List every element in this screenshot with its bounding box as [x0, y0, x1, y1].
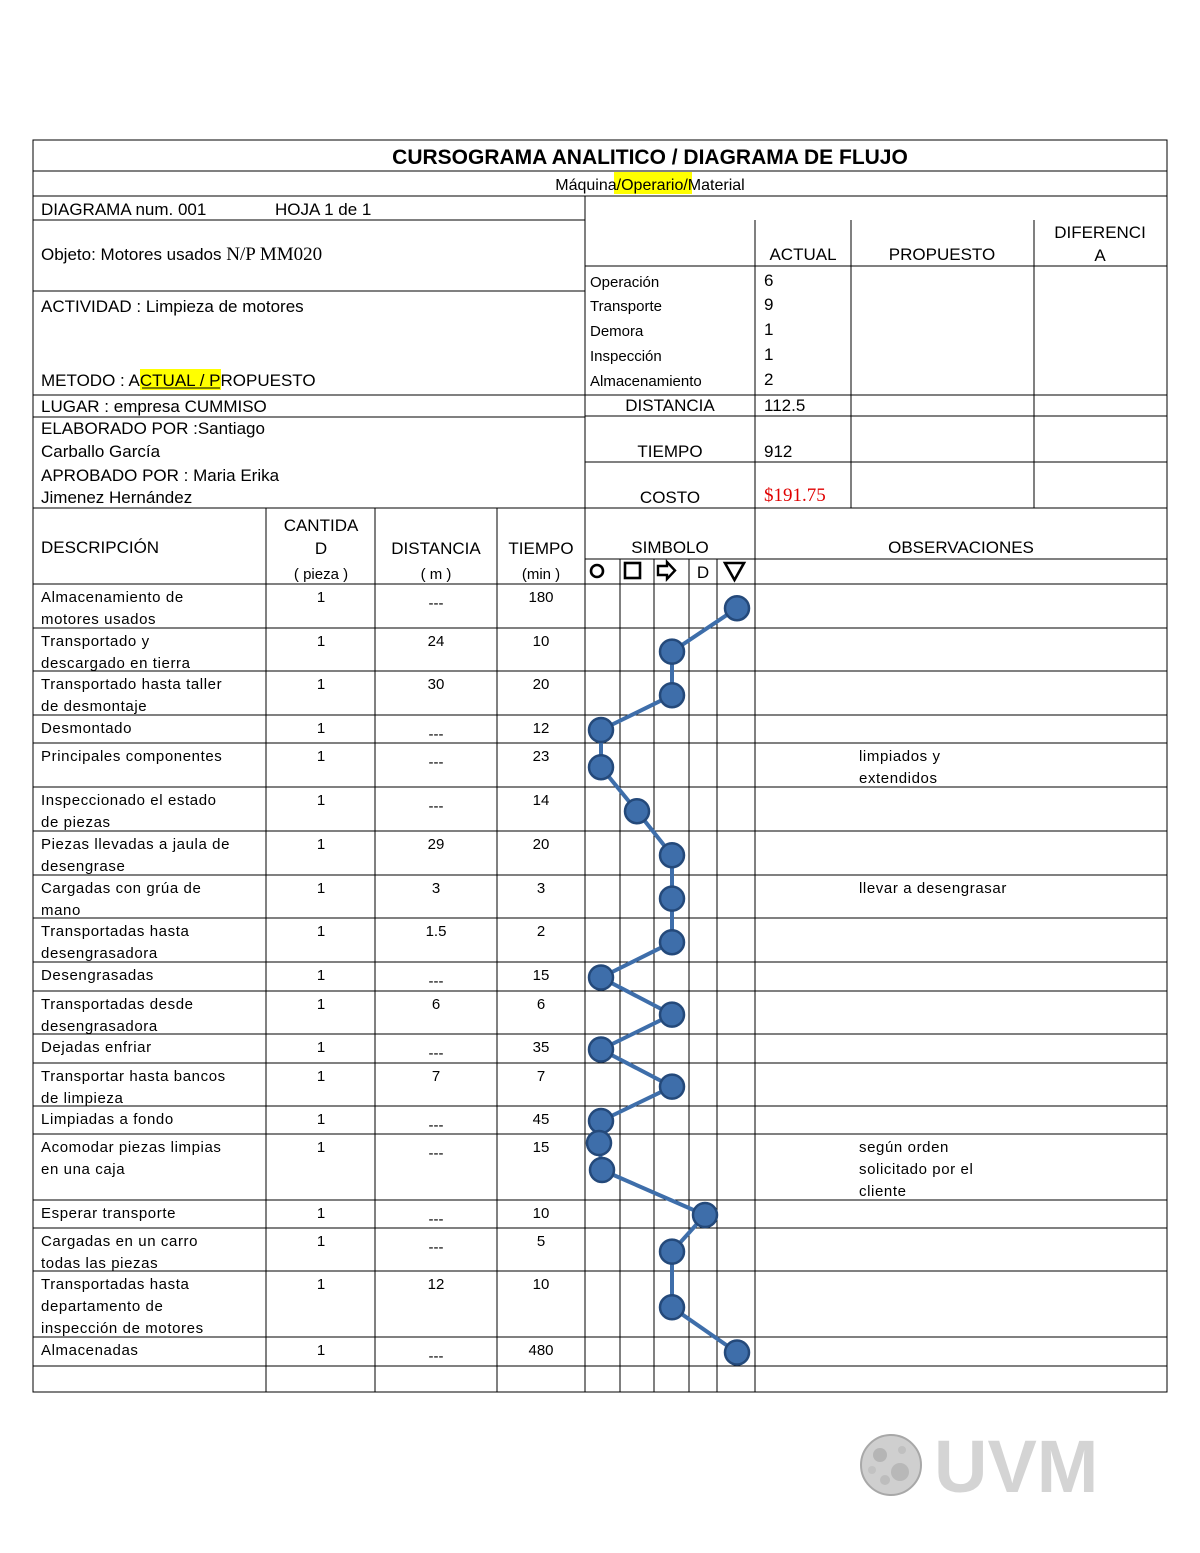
row-description: Transportar hasta bancos: [41, 1068, 226, 1085]
col-distancia-2: ( m ): [420, 566, 452, 583]
table-row: [41, 589, 554, 628]
subtitle-maquina: Máquina/: [555, 177, 622, 194]
row-distancia: 3: [431, 880, 441, 897]
row-observacion: según orden: [859, 1139, 950, 1156]
metodo-label: [41, 369, 316, 390]
row-cantidad: 1: [316, 1276, 326, 1293]
row-tiempo: 7: [536, 1068, 546, 1085]
row-description: departamento de: [41, 1298, 164, 1315]
row-distancia: ---: [428, 1348, 444, 1365]
diagram-number: DIAGRAMA num. 001: [41, 200, 207, 219]
row-distancia: ---: [428, 754, 444, 771]
row-description: Transportado y: [41, 633, 150, 650]
flow-step-marker: [625, 799, 649, 823]
row-distancia: ---: [428, 595, 444, 612]
row-description: Transportadas hasta: [41, 1276, 190, 1293]
summary-activity-label: Almacenamiento: [590, 373, 702, 390]
row-cantidad: 1: [316, 633, 326, 650]
row-distancia: 7: [431, 1068, 441, 1085]
objeto-code: N/P MM020: [226, 244, 323, 265]
aprobado-line-2: Jimenez Hernández: [41, 488, 193, 507]
row-cantidad: 1: [316, 589, 326, 606]
table-row: [41, 720, 549, 743]
row-cantidad: 1: [316, 676, 326, 693]
distancia-value: 112.5: [764, 396, 806, 415]
row-distancia: ---: [428, 1211, 444, 1228]
row-description: Esperar transporte: [41, 1205, 177, 1222]
flow-step-marker: [589, 1109, 613, 1133]
row-observacion: limpiados y: [859, 748, 941, 765]
col-cantidad-2: D: [314, 539, 328, 558]
col-cantidad-1: CANTIDA: [283, 516, 359, 535]
row-cantidad: 1: [316, 1342, 326, 1359]
row-tiempo: 10: [532, 1276, 550, 1293]
row-tiempo: 15: [532, 1139, 550, 1156]
row-description: Transportado hasta taller: [41, 676, 223, 693]
table-row: [41, 748, 941, 787]
flow-step-marker: [660, 1295, 684, 1319]
costo-label: COSTO: [639, 488, 701, 507]
row-tiempo: 15: [532, 967, 550, 984]
table-row: [41, 792, 549, 831]
summary-activity-label: Transporte: [590, 298, 662, 315]
row-description: Acomodar piezas limpias: [41, 1139, 222, 1156]
subtitle-material: /Material: [683, 177, 745, 194]
row-description: Inspeccionado el estado: [41, 792, 217, 809]
moon-icon: [861, 1435, 921, 1495]
row-cantidad: 1: [316, 880, 326, 897]
row-tiempo: 20: [532, 836, 550, 853]
flow-step-marker: [660, 1240, 684, 1264]
row-observacion: llevar a desengrasar: [859, 880, 1007, 897]
costo-value: $191.75: [764, 485, 826, 506]
col-simbolo: SIMBOLO: [631, 538, 709, 557]
flow-step-marker: [587, 1131, 611, 1155]
row-distancia: 12: [427, 1276, 445, 1293]
row-description: de piezas: [41, 814, 111, 831]
table-row: [41, 836, 549, 875]
row-distancia: 30: [427, 676, 445, 693]
summary-activity-label: Demora: [590, 323, 644, 340]
inspection-icon: [625, 563, 640, 578]
col-cantidad-3: ( pieza ): [293, 566, 349, 583]
actividad-label: ACTIVIDAD : Limpieza de motores: [41, 297, 304, 316]
col-observaciones: OBSERVACIONES: [888, 538, 1034, 557]
row-description: Desengrasadas: [41, 967, 154, 984]
row-description: desengrase: [41, 858, 126, 875]
row-tiempo: 180: [528, 589, 554, 606]
flow-step-marker: [589, 755, 613, 779]
row-description: todas las piezas: [41, 1255, 159, 1272]
distancia-label: DISTANCIA: [625, 396, 715, 415]
row-description: Cargadas en un carro: [41, 1233, 199, 1250]
summary-col-propuesto: PROPUESTO: [888, 245, 996, 264]
table-row: [41, 676, 549, 715]
body-grid: [33, 508, 1167, 1392]
summary-col-diferencia-1: DIFERENCI: [1054, 223, 1146, 242]
logo-text: UVM: [934, 1425, 1099, 1508]
row-tiempo: 35: [532, 1039, 550, 1056]
row-cantidad: 1: [316, 792, 326, 809]
row-tiempo: 5: [536, 1233, 546, 1250]
summary-col-actual: ACTUAL: [769, 245, 837, 264]
flow-step-marker: [725, 596, 749, 620]
row-description: Piezas llevadas a jaula de: [41, 836, 231, 853]
row-distancia: 29: [427, 836, 445, 853]
row-tiempo: 2: [536, 923, 546, 940]
row-description: Transportadas hasta: [41, 923, 190, 940]
tiempo-label: TIEMPO: [637, 442, 703, 461]
metodo-selected: ACTUAL: [128, 371, 195, 390]
svg-text:Máquina/Operario/Material: [555, 177, 744, 194]
row-cantidad: 1: [316, 996, 326, 1013]
flow-step-marker: [725, 1341, 749, 1365]
summary-col-diferencia-2: A: [1094, 246, 1106, 265]
row-cantidad: 1: [316, 1111, 326, 1128]
lugar-label: LUGAR : empresa CUMMISO: [41, 397, 267, 416]
row-cantidad: 1: [316, 1233, 326, 1250]
row-description: Limpiadas a fondo: [41, 1111, 174, 1128]
storage-icon: [725, 563, 744, 580]
summary-activity-actual: 1: [764, 345, 774, 364]
row-description: Desmontado: [41, 720, 133, 737]
flow-step-marker: [660, 1075, 684, 1099]
flow-step-marker: [590, 1158, 614, 1182]
summary-activity-actual: 1: [764, 320, 774, 339]
table-row: [41, 1205, 549, 1228]
flow-step-marker: [660, 887, 684, 911]
row-description: descargado en tierra: [41, 655, 191, 672]
row-cantidad: 1: [316, 1039, 326, 1056]
row-tiempo: 10: [532, 1205, 550, 1222]
table-row: [41, 967, 549, 990]
row-distancia: ---: [428, 726, 444, 743]
col-tiempo-1: TIEMPO: [508, 539, 574, 558]
table-row: [41, 1342, 554, 1365]
row-distancia: ---: [428, 973, 444, 990]
row-description: en una caja: [41, 1161, 126, 1178]
chart-title: CURSOGRAMA ANALITICO / DIAGRAMA DE FLUJO: [392, 146, 908, 169]
table-row: [41, 1068, 545, 1107]
elaborado-line-1: ELABORADO POR :Santiago: [41, 419, 265, 438]
summary-activity-actual: 2: [764, 370, 774, 389]
svg-text:D: D: [696, 563, 710, 582]
row-tiempo: 3: [536, 880, 546, 897]
row-tiempo: 480: [528, 1342, 554, 1359]
chart-subtitle: [555, 172, 744, 194]
row-distancia: ---: [428, 1145, 444, 1162]
table-row: [41, 923, 545, 962]
svg-text:METODO : ACTUAL / PROPUESTO: METODO : ACTUAL / PROPUESTO: [41, 371, 316, 390]
flow-step-marker: [660, 683, 684, 707]
operation-icon: [591, 565, 603, 577]
tiempo-value: 912: [764, 442, 793, 461]
col-descripcion: DESCRIPCIÓN: [41, 538, 160, 557]
table-row: [41, 1233, 545, 1272]
row-description: inspección de motores: [41, 1320, 204, 1337]
row-observacion: cliente: [859, 1183, 907, 1200]
row-description: de limpieza: [41, 1090, 124, 1107]
row-cantidad: 1: [316, 1205, 326, 1222]
elaborado-line-2: Carballo García: [41, 442, 161, 461]
col-distancia-1: DISTANCIA: [391, 539, 481, 558]
flow-path: [587, 596, 749, 1364]
summary-activity-label: Operación: [590, 274, 660, 291]
row-observacion: extendidos: [859, 770, 938, 787]
row-tiempo: 14: [532, 792, 550, 809]
row-description: desengrasadora: [41, 945, 158, 962]
row-tiempo: 12: [532, 720, 550, 737]
row-cantidad: 1: [316, 1068, 326, 1085]
row-cantidad: 1: [316, 836, 326, 853]
process-rows: [41, 589, 1007, 1365]
row-description: Dejadas enfriar: [41, 1039, 152, 1056]
row-distancia: ---: [428, 1239, 444, 1256]
subtitle-operario: Operario: [621, 177, 684, 194]
row-description: Cargadas con grúa de: [41, 880, 202, 897]
flow-step-marker: [660, 1003, 684, 1027]
row-cantidad: 1: [316, 923, 326, 940]
transport-icon: [658, 562, 675, 579]
summary-activity-label: Inspección: [590, 348, 662, 365]
row-tiempo: 45: [532, 1111, 550, 1128]
row-cantidad: 1: [316, 1139, 326, 1156]
table-row: [41, 1111, 549, 1134]
symbol-header: [591, 562, 744, 582]
row-distancia: ---: [428, 798, 444, 815]
row-description: Principales componentes: [41, 748, 223, 765]
flow-step-marker: [660, 640, 684, 664]
delay-icon: [697, 563, 709, 582]
row-cantidad: 1: [316, 967, 326, 984]
row-tiempo: 23: [532, 748, 550, 765]
row-distancia: ---: [428, 1117, 444, 1134]
objeto-label: Objeto: Motores usados N/P MM020: [41, 244, 323, 265]
row-distancia: ---: [428, 1045, 444, 1062]
hoja-label: HOJA 1 de 1: [275, 200, 372, 219]
table-row: [41, 1139, 973, 1200]
flow-step-marker: [589, 718, 613, 742]
flow-step-marker: [693, 1203, 717, 1227]
table-row: [41, 633, 549, 672]
flow-step-marker: [589, 966, 613, 990]
table-row: [41, 1039, 549, 1062]
row-observacion: solicitado por el: [859, 1161, 974, 1178]
flow-step-marker: [660, 843, 684, 867]
table-row: [41, 880, 1007, 919]
row-description: Transportadas desde: [41, 996, 194, 1013]
row-description: Almacenamiento de: [41, 589, 184, 606]
summary-activity-actual: 6: [764, 271, 774, 290]
row-description: de desmontaje: [41, 698, 148, 715]
row-tiempo: 6: [536, 996, 546, 1013]
flow-step-marker: [589, 1038, 613, 1062]
row-description: Almacenadas: [41, 1342, 139, 1359]
uvm-logo: [861, 1425, 1098, 1508]
row-tiempo: 20: [532, 676, 550, 693]
row-cantidad: 1: [316, 748, 326, 765]
flow-step-marker: [660, 930, 684, 954]
row-description: motores usados: [41, 611, 157, 628]
row-tiempo: 10: [532, 633, 550, 650]
summary-activities: [590, 271, 773, 390]
row-distancia: 6: [431, 996, 441, 1013]
summary-activity-actual: 9: [764, 295, 774, 314]
aprobado-line-1: APROBADO POR : Maria Erika: [41, 466, 280, 485]
col-tiempo-2: (min ): [521, 566, 561, 583]
row-description: mano: [41, 902, 81, 919]
table-row: [41, 996, 545, 1035]
row-cantidad: 1: [316, 720, 326, 737]
row-description: desengrasadora: [41, 1018, 158, 1035]
table-row: [41, 1276, 549, 1337]
row-distancia: 24: [427, 633, 445, 650]
row-distancia: 1.5: [425, 923, 447, 940]
